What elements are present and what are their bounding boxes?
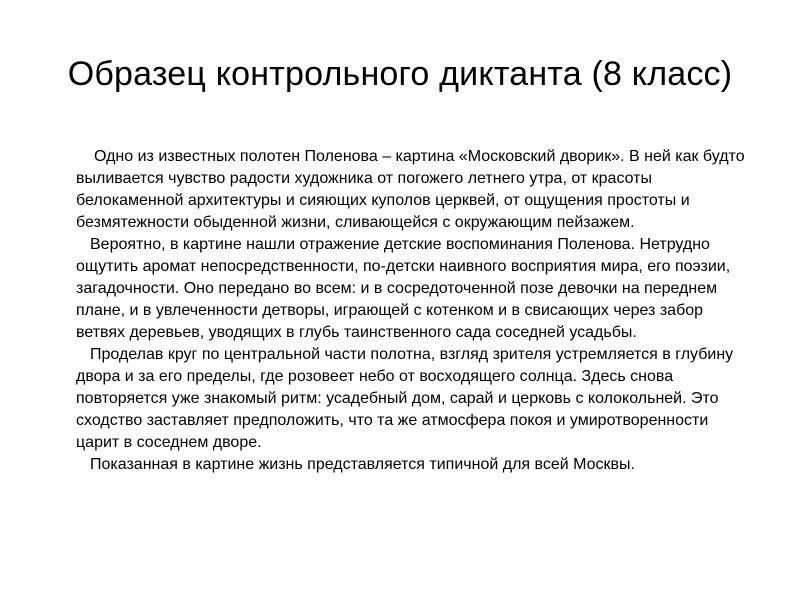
paragraph-4: Показанная в картине жизнь представляется типичной для всей Москвы. [90, 456, 635, 473]
dictation-text [76, 146, 746, 476]
paragraph-2: Вероятно, в картине нашли отражение детские воспоминания Поленова. Нетрудно ощутить аромат непосредственности, по-детски наивного восприятия мира, его поэзии, загадочности. Оно передано во всем: и в сосредоточенной позе девочки на переднем плане, и в увлеченности детворы, играющей с котенком и в свисающих через забор ветвях деревьев, уводящих в глубь таинственного сада соседней усадьбы. [76, 236, 731, 341]
slide-title: Образец контрольного диктанта (8 класс) [67, 55, 733, 93]
paragraph-1: Одно из известных полотен Поленова – картина «Московский дворик». В ней как будто выливается чувство радости художника от погожего летнего утра, от красоты белокаменной архитектуры и сияющих куполов церквей, от ощущения простоты и безмятежности обыденной жизни, сливающейся с окружающим пейзажем. [76, 148, 745, 231]
paragraph-3: Проделав круг по центральной части полотна, взгляд зрителя устремляется в глубину двора и за его пределы, где розовеет небо от восходящего солнца. Здесь снова повторяется уже знакомый ритм: усадебный дом, сарай и церковь с колокольней. Это сходство заставляет предположить, что та же атмосфера покоя и умиротворенности царит в соседнем дворе. [76, 346, 734, 451]
